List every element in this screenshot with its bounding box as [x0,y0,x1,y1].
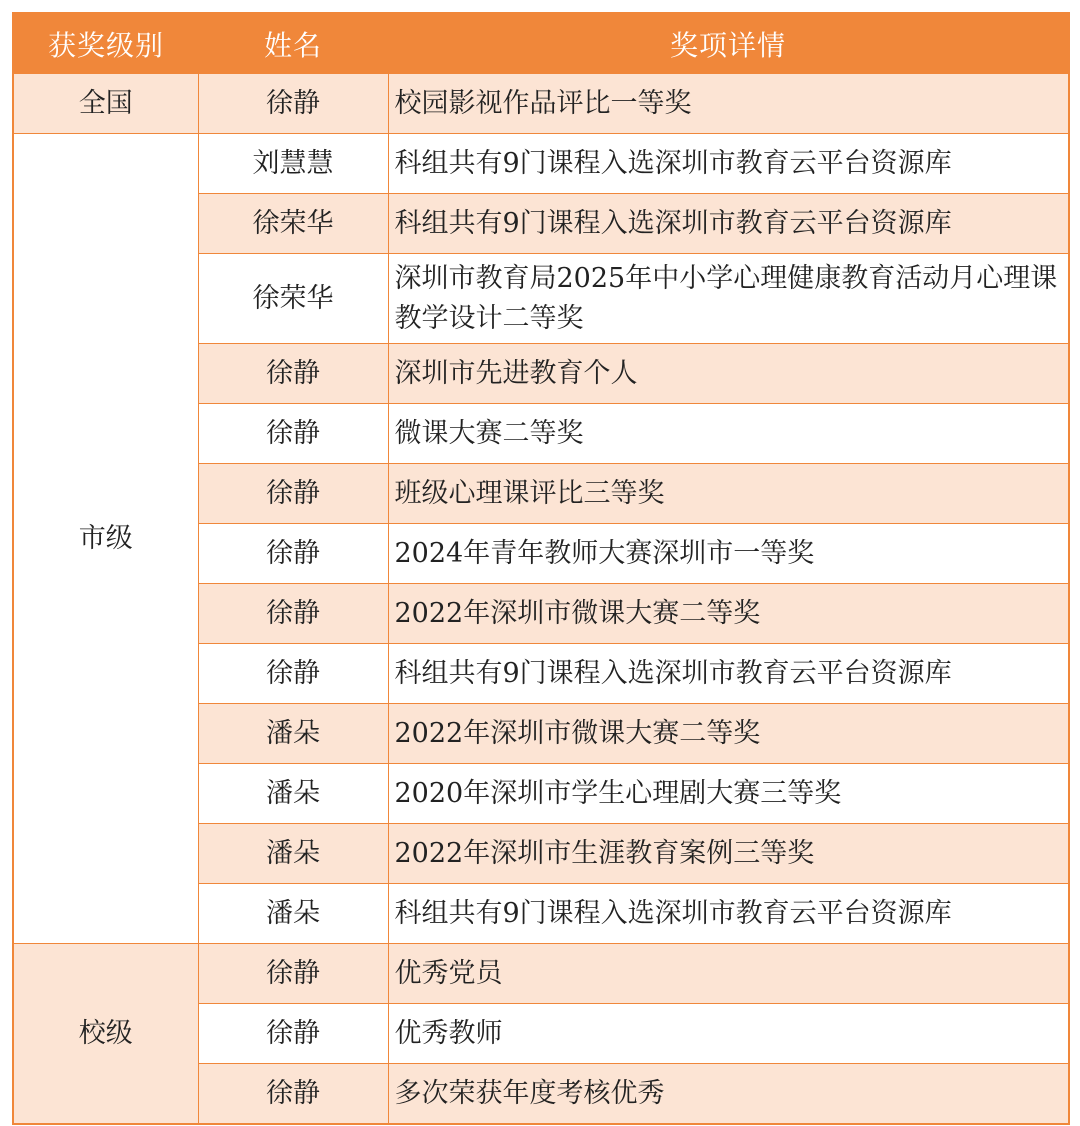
recipient-name-cell: 徐静 [198,644,388,704]
recipient-name-cell: 潘朵 [198,704,388,764]
award-detail-cell: 深圳市教育局2025年中小学心理健康教育活动月心理课教学设计二等奖 [388,254,1069,344]
award-detail-cell: 班级心理课评比三等奖 [388,464,1069,524]
award-detail-cell: 科组共有9门课程入选深圳市教育云平台资源库 [388,134,1069,194]
table-row [13,74,1069,134]
recipient-name-cell: 潘朵 [198,824,388,884]
award-detail-cell: 2020年深圳市学生心理剧大赛三等奖 [388,764,1069,824]
recipient-name-cell: 徐荣华 [198,194,388,254]
recipient-name-cell: 徐静 [198,1004,388,1064]
award-detail-cell: 优秀教师 [388,1004,1069,1064]
recipient-name-cell: 徐静 [198,1064,388,1125]
recipient-name-cell: 徐静 [198,524,388,584]
recipient-name-cell: 徐静 [198,584,388,644]
award-detail-cell: 2022年深圳市生涯教育案例三等奖 [388,824,1069,884]
award-detail-cell: 科组共有9门课程入选深圳市教育云平台资源库 [388,884,1069,944]
recipient-name-cell: 徐静 [198,74,388,134]
award-detail-cell: 2022年深圳市微课大赛二等奖 [388,584,1069,644]
award-detail-cell: 校园影视作品评比一等奖 [388,74,1069,134]
recipient-name-cell: 徐静 [198,404,388,464]
header-name: 姓名 [198,13,388,74]
award-detail-cell: 深圳市先进教育个人 [388,344,1069,404]
award-detail-cell: 科组共有9门课程入选深圳市教育云平台资源库 [388,644,1069,704]
header-detail: 奖项详情 [388,13,1069,74]
awards-table [12,12,1070,1125]
award-detail-cell: 科组共有9门课程入选深圳市教育云平台资源库 [388,194,1069,254]
recipient-name-cell: 潘朵 [198,884,388,944]
award-detail-cell: 微课大赛二等奖 [388,404,1069,464]
award-level-cell: 校级 [13,944,198,1125]
recipient-name-cell: 潘朵 [198,764,388,824]
awards-body [13,74,1069,1124]
recipient-name-cell: 徐静 [198,344,388,404]
award-detail-cell: 优秀党员 [388,944,1069,1004]
award-detail-cell: 多次荣获年度考核优秀 [388,1064,1069,1125]
award-detail-cell: 2022年深圳市微课大赛二等奖 [388,704,1069,764]
recipient-name-cell: 徐荣华 [198,254,388,344]
award-detail-cell: 2024年青年教师大赛深圳市一等奖 [388,524,1069,584]
award-level-cell: 全国 [13,74,198,134]
header-level: 获奖级别 [13,13,198,74]
recipient-name-cell: 徐静 [198,464,388,524]
award-level-cell: 市级 [13,134,198,944]
table-row [13,134,1069,194]
recipient-name-cell: 徐静 [198,944,388,1004]
header-row [13,13,1069,74]
table-row [13,944,1069,1004]
recipient-name-cell: 刘慧慧 [198,134,388,194]
